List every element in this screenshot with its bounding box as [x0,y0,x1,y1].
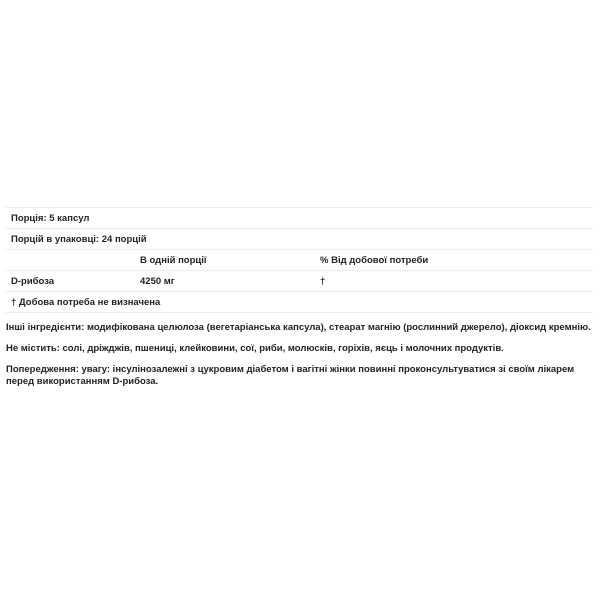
warning-line-1: Попередження: увагу: інсулінозалежні з цукровим діабетом і вагітні жінки повинні проконсультуватися зі своїм лікарем [6,364,575,375]
does-not-contain: Не містить: солі, дріжджів, пшениці, клейковини, сої, риби, молюсків, горіхів, яєць і молочних продуктів. [6,343,504,354]
amount-per-serving-header: В одній порції [140,255,207,266]
footnote-row [6,292,593,313]
daily-value-header: % Від добової потреби [320,255,429,266]
ingredient-name: D-рибоза [11,276,55,287]
table-header-row [6,250,593,271]
warning-line-2: перед використанням D-рибоза. [6,376,159,387]
ingredient-amount: 4250 мг [140,276,175,287]
supplement-facts-table [6,207,593,313]
servings-per-container: Порцій в упаковці: 24 порцій [11,234,147,245]
serving-size: Порція: 5 капсул [11,213,90,224]
warning [6,364,596,388]
servings-per-container-row [6,229,593,250]
product-notes [6,322,596,397]
ingredient-daily-value: † [320,276,326,287]
other-ingredients: Інші інгредієнти: модифікована целюлоза (вегетаріанська капсула), стеарат магнію (рослинний джерело), діоксид кремнію. [6,322,591,333]
table-row [6,271,593,292]
daily-value-footnote: † Добова потреба не визначена [11,297,161,308]
serving-size-row [6,208,593,229]
